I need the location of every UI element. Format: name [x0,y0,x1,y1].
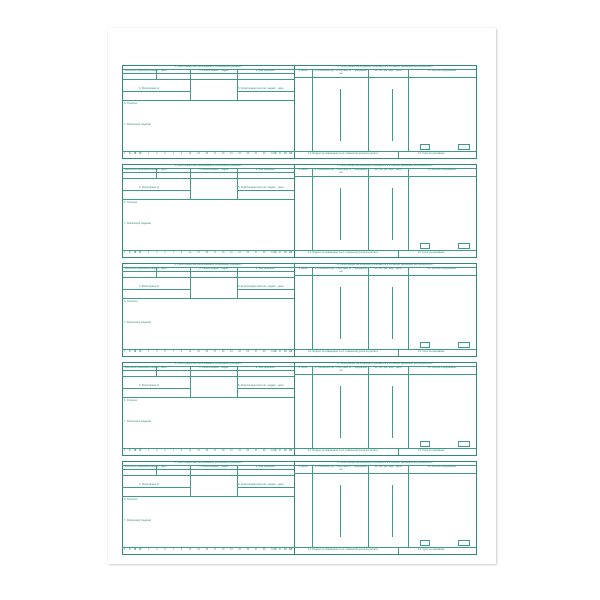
date-label: 9. Дата [298,266,308,270]
re-label: 6. Относно [124,102,138,105]
calendar-day-label: 5 [164,152,166,156]
registration-card [122,65,477,159]
resolution-label: 7. Резолюция (задача) [124,321,152,324]
registration-card [122,164,477,258]
calendar-day-label: 15 [205,449,209,453]
summary-label: 11. Кратко съдържание [428,266,456,270]
index-note: 12. Индекс за извеждане съгл. номенклатурата на делата [308,350,378,353]
calendar-month-label: IV [139,449,142,452]
reg-header: 1. Регистрация на подписваемия (изходящия) документ [174,64,242,68]
calendar-day-label: 1 [148,548,150,552]
index-note: 12. Индекс за извеждане съгл. номенклатурата на делата [308,548,378,551]
corr-reg-index-label: 5. Кореспондентски рег. индекс - дата [238,285,284,288]
right-header: 8. Регистрация на входящите документи в отговора. Движение на документите [337,163,433,167]
calendar-month-label: XII [289,251,293,254]
checkbox-2[interactable] [458,144,470,150]
checkbox-1[interactable] [420,540,430,546]
deadline-label: 13. Срок за запазване [418,152,445,155]
calendar-day-label: 11 [189,548,192,552]
summary-label: 11. Кратко съдържание [428,464,456,468]
calendar-day-label: 7 [172,548,174,552]
correspondent-label: 2. Кореспондент - адрес [199,68,229,72]
calendar-month-label: IX [274,548,277,551]
correspondent-label: 2. Кореспондент - адрес [199,266,229,270]
calendar-month-label: I [124,251,125,254]
calendar-day-label: 19 [221,152,225,156]
checkbox-2[interactable] [458,342,470,348]
calendar-day-label: 17 [213,152,217,156]
calendar-day-label: 11 [189,350,192,354]
calendar-day-label: 27 [254,152,258,156]
summary-label: 11. Кратко съдържание [428,68,456,72]
calendar-day-label: 15 [205,350,209,354]
issued-to-label: 9. Изпратено до - Получено от - Предадено на [314,266,368,273]
calendar-month-label: IX [274,449,277,452]
date-label: 9. Дата [298,68,308,72]
calendar-day-label: 31 [271,449,274,453]
calendar-month-label: III [134,548,137,551]
calendar-day-label: 23 [238,350,241,354]
doc-type-label: 3. Вид документ [255,365,276,369]
calendar-month-label: XI [284,449,287,452]
calendar-month-label: IV [139,548,142,551]
calendar-month-label: IV [139,350,142,353]
calendar-day-label: 31 [271,251,274,255]
issued-to-label: 9. Изпратено до - Получено от - Предадено на [314,167,368,174]
checkbox-1[interactable] [420,441,430,447]
calendar-day-label: 31 [271,548,274,552]
calendar-day-label: 13 [197,548,200,552]
calendar-day-label: 15 [205,548,209,552]
resolution-label: 7. Резолюция (задача) [124,123,152,126]
calendar-day-label: 27 [254,251,258,255]
doc-type-label: 3. Вид документ [255,68,276,72]
reg-no-date-label: 10. Рег. рег. инд. - дата [374,167,402,171]
calendar-day-label: 31 [271,152,274,156]
calendar-day-label: 21 [230,251,233,255]
calendar-day-label: 3 [156,548,158,552]
date-label: 9. Дата [298,365,308,369]
calendar-day-label: 17 [213,251,217,255]
calendar-day-label: 9 [180,152,183,156]
summary-label: 11. Кратко съдържание [428,167,456,171]
calendar-day-label: 9 [180,449,183,453]
checkbox-2[interactable] [458,540,470,546]
calendar-month-label: IX [274,152,277,155]
calendar-month-label: X [279,251,281,254]
calendar-day-label: 25 [246,350,250,354]
calendar-day-label: 27 [254,350,258,354]
right-header: 8. Регистрация на входящите документи в отговора. Движение на документите [337,361,433,365]
resolution-label: 7. Резолюция (задача) [124,519,152,522]
calendar-day-label: 23 [238,152,241,156]
correspondent-label: 2. Кореспондент - адрес [199,167,229,171]
deadline-label: 13. Срок за запазване [418,548,445,551]
checkbox-1[interactable] [420,144,430,150]
calendar-day-label: 5 [164,350,166,354]
calendar-day-label: 29 [262,152,266,156]
calendar-month-label: XII [289,350,293,353]
calendar-month-label: IX [274,251,277,254]
registration-card [122,263,477,357]
calendar-day-label: 21 [230,548,233,552]
calendar-day-label: 9 [180,251,183,255]
index-note: 12. Индекс за извеждане съгл. номенклатурата на делата [308,152,378,155]
reg-no-date-label: 10. Рег. рег. инд. - дата [374,464,402,468]
calendar-day-label: 3 [156,449,158,453]
calendar-month-label: III [134,449,137,452]
checkbox-1[interactable] [420,243,430,249]
calendar-day-label: 13 [197,152,200,156]
calendar-month-label: III [134,350,137,353]
calendar-day-label: 7 [172,449,174,453]
calendar-day-label: 1 [148,350,150,354]
calendar-day-label: 25 [246,548,250,552]
calendar-month-label: XI [284,350,287,353]
calendar-day-label: 25 [246,251,250,255]
calendar-day-label: 13 [197,251,200,255]
resolution-person-label: 4. Резолирано от [139,483,160,486]
issued-to-label: 9. Изпратено до - Получено от - Предадено на [314,365,368,372]
corr-reg-index-label: 5. Кореспондентски рег. индекс - дата [238,384,284,387]
calendar-month-label: I [124,152,125,155]
calendar-day-label: 3 [156,350,158,354]
date-label: 9. Дата [298,464,308,468]
re-label: 6. Относно [124,498,138,501]
summary-label: 11. Кратко съдържание [428,365,456,369]
calendar-day-label: 29 [262,449,266,453]
calendar-day-label: 27 [254,449,258,453]
resolution-person-label: 4. Резолирано от [139,285,160,288]
calendar-month-label: II [129,449,131,452]
calendar-day-label: 3 [156,152,158,156]
reg-no-label: 1. Нов регистрационен индекс - дата [122,68,167,72]
calendar-day-label: 17 [213,350,217,354]
calendar-day-label: 19 [221,251,225,255]
right-header: 8. Регистрация на входящите документи в отговора. Движение на документите [337,460,433,464]
calendar-day-label: 25 [246,449,250,453]
calendar-month-label: XII [289,449,293,452]
resolution-person-label: 4. Резолирано от [139,384,160,387]
calendar-month-label: X [279,152,281,155]
resolution-label: 7. Резолюция (задача) [124,222,152,225]
re-label: 6. Относно [124,399,138,402]
calendar-day-label: 5 [164,251,166,255]
calendar-day-label: 23 [238,251,241,255]
corr-reg-index-label: 5. Кореспондентски рег. индекс - дата [238,186,284,189]
re-label: 6. Относно [124,201,138,204]
calendar-month-label: XI [284,251,287,254]
calendar-day-label: 9 [180,350,183,354]
calendar-month-label: XII [289,152,293,155]
form-sheet [108,28,496,564]
reg-no-date-label: 10. Рег. рег. инд. - дата [374,266,402,270]
doc-type-label: 3. Вид документ [255,167,276,171]
issued-to-label: 9. Изпратено до - Получено от - Предадено на [314,68,368,75]
reg-header: 1. Регистрация на подписваемия (изходящия) документ [174,163,242,167]
calendar-day-label: 29 [262,350,266,354]
calendar-day-label: 21 [230,350,233,354]
calendar-month-label: II [129,548,131,551]
calendar-day-label: 29 [262,251,266,255]
checkbox-1[interactable] [420,342,430,348]
calendar-day-label: 11 [189,251,192,255]
calendar-day-label: 27 [254,548,258,552]
reg-no-label: 1. Нов регистрационен индекс - дата [122,365,167,369]
index-note: 12. Индекс за извеждане съгл. номенклатурата на делата [308,449,378,452]
calendar-day-label: 7 [172,350,174,354]
issued-to-label: 9. Изпратено до - Получено от - Предадено на [314,464,368,471]
right-header: 8. Регистрация на входящите документи в отговора. Движение на документите [337,64,433,68]
calendar-day-label: 19 [221,449,225,453]
calendar-day-label: 21 [230,449,233,453]
correspondent-label: 2. Кореспондент - адрес [199,365,229,369]
correspondent-label: 2. Кореспондент - адрес [199,464,229,468]
calendar-day-label: 7 [172,251,174,255]
doc-type-label: 3. Вид документ [255,464,276,468]
calendar-day-label: 9 [180,548,183,552]
reg-no-label: 1. Нов регистрационен индекс - дата [122,266,167,270]
calendar-day-label: 21 [230,152,233,156]
reg-no-label: 1. Нов регистрационен индекс - дата [122,167,167,171]
calendar-day-label: 17 [213,548,217,552]
calendar-day-label: 7 [172,152,174,156]
re-label: 6. Относно [124,300,138,303]
calendar-day-label: 15 [205,251,209,255]
calendar-day-label: 25 [246,152,250,156]
reg-no-date-label: 10. Рег. рег. инд. - дата [374,68,402,72]
calendar-month-label: IV [139,152,142,155]
calendar-month-label: IX [274,350,277,353]
calendar-day-label: 23 [238,548,241,552]
calendar-day-label: 13 [197,449,200,453]
deadline-label: 13. Срок за запазване [418,350,445,353]
calendar-month-label: III [134,152,137,155]
calendar-month-label: X [279,449,281,452]
calendar-day-label: 29 [262,548,266,552]
calendar-month-label: II [129,251,131,254]
reg-header: 1. Регистрация на подписваемия (изходящия) документ [174,361,242,365]
reg-header: 1. Регистрация на подписваемия (изходящия) документ [174,262,242,266]
calendar-day-label: 23 [238,449,241,453]
calendar-day-label: 13 [197,350,200,354]
calendar-month-label: III [134,251,137,254]
calendar-day-label: 5 [164,548,166,552]
registration-card [122,362,477,456]
calendar-day-label: 1 [148,251,150,255]
calendar-month-label: X [279,350,281,353]
registration-card [122,461,477,555]
calendar-day-label: 11 [189,152,192,156]
calendar-day-label: 3 [156,251,158,255]
reg-header: 1. Регистрация на подписваемия (изходящия) документ [174,460,242,464]
resolution-label: 7. Резолюция (задача) [124,420,152,423]
calendar-month-label: XI [284,548,287,551]
calendar-month-label: XII [289,548,293,551]
deadline-label: 13. Срок за запазване [418,251,445,254]
registration-cards [122,65,477,560]
calendar-day-label: 31 [271,350,274,354]
resolution-person-label: 4. Резолирано от [139,186,160,189]
corr-reg-index-label: 5. Кореспондентски рег. индекс - дата [238,483,284,486]
right-header: 8. Регистрация на входящите документи в отговора. Движение на документите [337,262,433,266]
calendar-day-label: 17 [213,449,217,453]
calendar-month-label: I [124,350,125,353]
doc-type-label: 3. Вид документ [255,266,276,270]
calendar-month-label: II [129,350,131,353]
calendar-month-label: II [129,152,131,155]
calendar-month-label: I [124,548,125,551]
calendar-day-label: 19 [221,548,225,552]
checkbox-2[interactable] [458,441,470,447]
calendar-day-label: 11 [189,449,192,453]
calendar-month-label: IV [139,251,142,254]
reg-no-date-label: 10. Рег. рег. инд. - дата [374,365,402,369]
calendar-month-label: X [279,548,281,551]
calendar-day-label: 19 [221,350,225,354]
calendar-month-label: XI [284,152,287,155]
calendar-day-label: 15 [205,152,209,156]
date-label: 9. Дата [298,167,308,171]
calendar-day-label: 1 [148,449,150,453]
corr-reg-index-label: 5. Кореспондентски рег. индекс - дата [238,87,284,90]
calendar-month-label: I [124,449,125,452]
checkbox-2[interactable] [458,243,470,249]
reg-no-label: 1. Нов регистрационен индекс - дата [122,464,167,468]
index-note: 12. Индекс за извеждане съгл. номенклатурата на делата [308,251,378,254]
deadline-label: 13. Срок за запазване [418,449,445,452]
calendar-day-label: 5 [164,449,166,453]
calendar-day-label: 1 [148,152,150,156]
resolution-person-label: 4. Резолирано от [139,87,160,90]
